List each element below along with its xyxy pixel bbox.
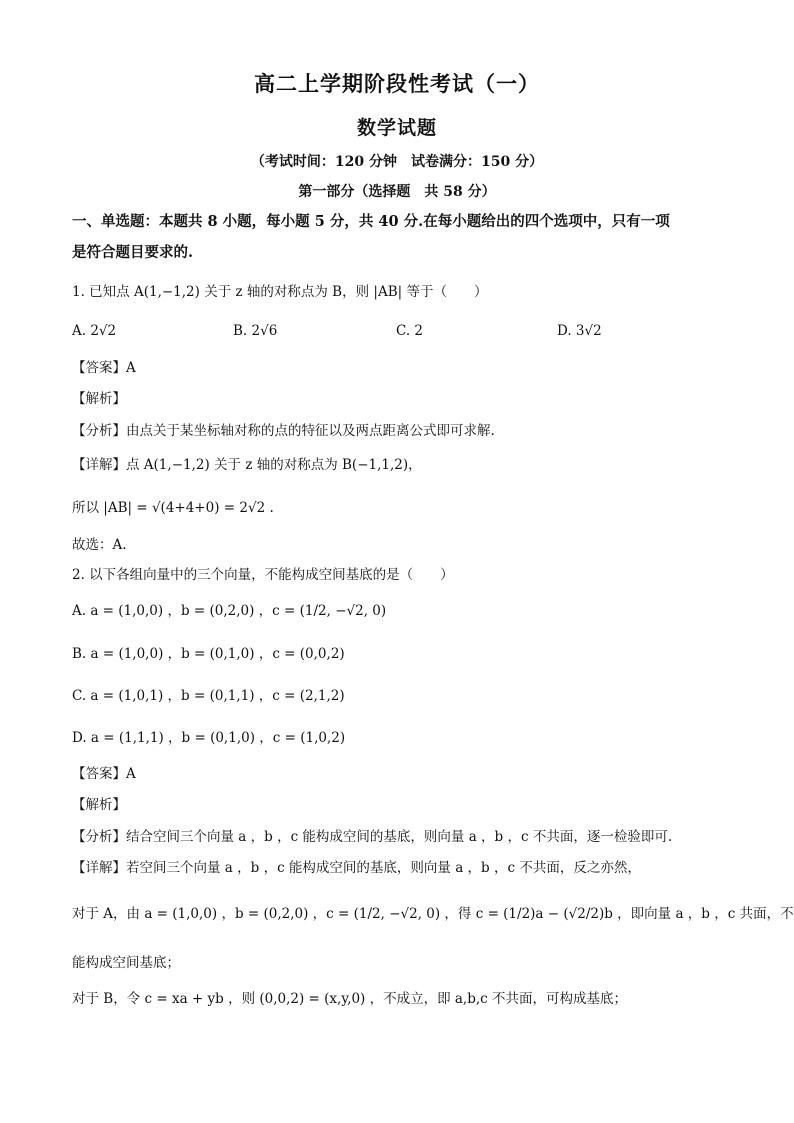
section-instructions-line2: 是符合题目要求的.	[72, 244, 194, 261]
q2-for-a-cont: 能构成空间基底；	[72, 955, 180, 971]
q2-option-a: A. a = (1,0,0) ，b = (0,2,0) ，c = (1/2, −√2, 0)	[72, 603, 387, 619]
q1-xiangjie: 【详解】点 A(1,−1,2) 关于 z 轴的对称点为 B(−1,1,2)，	[72, 457, 422, 473]
q1-option-a: A. 2√2	[72, 323, 117, 339]
q1-option-b: B. 2√6	[233, 323, 278, 339]
q2-option-b: B. a = (1,0,0) ，b = (0,1,0) ，c = (0,0,2)	[72, 646, 345, 662]
section-instructions-line1: 一、单选题：本题共 8 小题，每小题 5 分，共 40 分.在每小题给出的四个选项中，只有一项	[72, 213, 670, 230]
page-subtitle: 数学试题	[356, 117, 437, 139]
q2-for-a: 对于 A，由 a = (1,0,0) ，b = (0,2,0) ，c = (1/2, −√2, 0) ，得 c = (1/2)a − (√2/2)b ，即向量 a ，b ，c 共面，不	[72, 906, 794, 922]
q1-answer: 【答案】A	[72, 360, 136, 376]
q1-choose: 故选：A.	[72, 537, 127, 553]
q1-analysis-label: 【解析】	[72, 391, 126, 407]
q1-fenxi: 【分析】由点关于某坐标轴对称的点的特征以及两点距离公式即可求解.	[72, 423, 495, 439]
part-heading: 第一部分（选择题 共 58 分）	[298, 184, 496, 200]
q2-analysis-label: 【解析】	[72, 797, 126, 813]
q1-option-d: D. 3√2	[557, 323, 602, 339]
q2-option-d: D. a = (1,1,1) ，b = (0,1,0) ，c = (1,0,2)	[72, 730, 346, 746]
q2-option-c: C. a = (1,0,1) ，b = (0,1,1) ，c = (2,1,2)	[72, 688, 345, 704]
q2-stem: 2. 以下各组向量中的三个向量，不能构成空间基底的是（ ）	[72, 567, 454, 583]
q1-stem: 1. 已知点 A(1,−1,2) 关于 z 轴的对称点为 B，则 |AB| 等于（ ）	[72, 284, 488, 300]
exam-info: （考试时间：120 分钟 试卷满分：150 分）	[250, 154, 544, 170]
q2-xiangjie: 【详解】若空间三个向量 a ，b ，c 能构成空间的基底，则向量 a ，b ，c 不共面，反之亦然，	[72, 860, 641, 876]
q1-calc: 所以 |AB| = √(4+4+0) = 2√2 .	[72, 500, 274, 516]
q2-answer: 【答案】A	[72, 766, 136, 782]
q2-fenxi: 【分析】结合空间三个向量 a ，b ，c 能构成空间的基底，则向量 a ，b ，c 不共面，逐一检验即可.	[72, 829, 673, 845]
q1-option-c: C. 2	[396, 323, 424, 339]
page-title: 高二上学期阶段性考试（一）	[254, 71, 540, 96]
q2-for-b: 对于 B，令 c = xa + yb ，则 (0,0,2) = (x,y,0) ，不成立，即 a,b,c 不共面，可构成基底；	[72, 991, 628, 1007]
